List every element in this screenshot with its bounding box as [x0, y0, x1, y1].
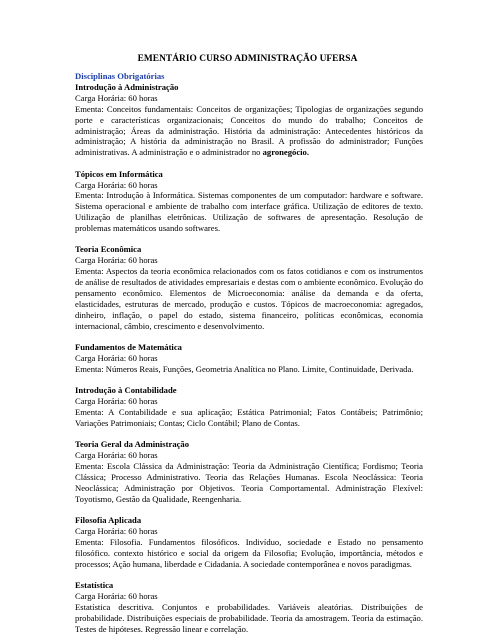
course-title: Fundamentos de Matemática [75, 342, 182, 353]
course-description: Ementa: A Contabilidade e sua aplicação; Estática Patrimonial; Fatos Contábeis; Patrimônio; Variações Patrimoniais; Contas; Ciclo Contábil; Plano de Contas. [75, 407, 423, 428]
course-description-text: Ementa: Conceitos fundamentais: Conceitos de organizações; Tipologias de organizações segundo porte e características organizacionais; Conceitos do mundo do trabalho; Conceitos de administração; Áreas da administração. História da administração: Antecedentes históricos da administração; A história da administração no Brasil. A profissão do administrador; Funções administrativas. A administração e o administrador no [75, 103, 423, 158]
course-hours: Carga Horária: 60 horas [75, 353, 158, 364]
course-hours: Carga Horária: 60 horas [75, 450, 158, 461]
course-entry [75, 342, 423, 375]
course-entry [75, 580, 423, 635]
section-heading: Disciplinas Obrigatórias [75, 71, 165, 81]
course-description: Ementa: Escola Clássica da Administração: Teoria da Administração Científica; Fordismo; Teoria Clássica; Processo Administrativo. Teoria das Relações Humanas. Escola Neoclássica: Teoria Neoclássica; Administração por Objetivos. Teoria Comportamental. Administração Flexível: Toyotismo, Gestão da Qualidade, Reengenharia. [75, 461, 423, 504]
course-hours: Carga Horária: 60 horas [75, 179, 158, 190]
course-description: Ementa: Filosofia. Fundamentos filosóficos. Indivíduo, sociedade e Estado no pensamento filosófico. contexto histórico e social da origem da Filosofia; Evolução, importância, métodos e processos; Ação humana, liberdade e Cidadania. A sociedade contemporânea e novos paradigmas. [75, 536, 423, 569]
course-entry [75, 244, 423, 331]
course-entry [75, 82, 423, 158]
course-description: Ementa: Aspectos da teoria econômica relacionados com os fatos cotidianos e com os instrumentos de análise de resultados de atividades empresariais e destas com o ambiente econômico. Evolução do pensamento econômico. Elementos de Microeconomia: análise da demanda e da oferta, elasticidades, estruturas de mercado, produção e custos. Tópicos de macroeconomia: agregados, dinheiro, inflação, o papel do estado, sistema financeiro, políticas econômicas, economia internacional, câmbio, crescimento e desenvolvimento. [75, 266, 423, 331]
course-entry [75, 439, 423, 504]
course-title: Introdução à Administração [75, 81, 179, 92]
course-title: Teoria Econômica [75, 244, 142, 255]
course-entry [75, 385, 423, 429]
course-description: Ementa: Introdução à Informática. Sistemas componentes de um computador: hardware e software. Sistema operacional e ambiente de trabalho com interface gráfica. Utilização de editores de texto. Utilização de planilhas eletrônicas. Utilização de softwares de apresentação. Resolução de problemas matemáticos usando softwares. [75, 190, 423, 234]
course-hours: Carga Horária: 60 horas [75, 590, 158, 601]
document-title: EMENTÁRIO CURSO ADMINISTRAÇÃO UFERSA [137, 54, 358, 64]
course-description-emphasis: agronegócio. [262, 147, 309, 158]
course-hours: Carga Horária: 60 horas [75, 525, 158, 536]
document-body [75, 71, 423, 635]
course-title: Filosofia Aplicada [75, 515, 142, 526]
course-entry [75, 515, 423, 570]
course-title: Estatística [75, 579, 114, 590]
course-entry [75, 169, 423, 234]
course-title: Teoria Geral da Administração [75, 439, 190, 450]
course-description: Estatística descritiva. Conjuntos e probabilidades. Variáveis aleatórias. Distribuições de probabilidade. Distribuições especiais de probabilidade. Teoria da amostragem. Teoria da estimação. Testes de hipóteses. Regressão linear e correlação. [75, 601, 423, 634]
course-title: Introdução à Contabilidade [75, 385, 177, 396]
course-hours: Carga Horária: 60 horas [75, 396, 158, 407]
course-description [75, 104, 423, 159]
course-description: Ementa: Números Reais, Funções, Geometria Analítica no Plano. Limite, Continuidade, Derivada. [75, 363, 414, 374]
course-hours: Carga Horária: 60 horas [75, 255, 158, 266]
course-title: Tópicos em Informática [75, 168, 163, 179]
course-hours: Carga Horária: 60 horas [75, 92, 158, 103]
